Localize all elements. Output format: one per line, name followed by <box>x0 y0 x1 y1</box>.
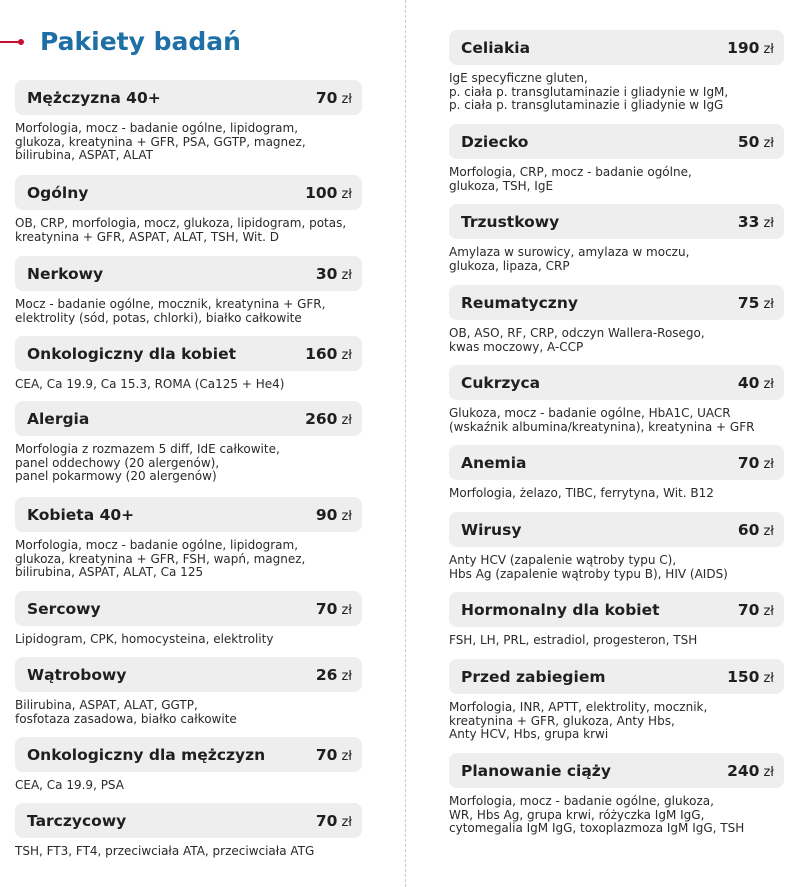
package-price <box>305 183 352 202</box>
package-name: Hormonalny dla kobiet <box>461 600 660 619</box>
price-amount: 33 <box>737 213 760 231</box>
price-currency: zł <box>341 603 352 618</box>
price-amount: 260 <box>305 410 338 428</box>
price-currency: zł <box>341 669 352 684</box>
package-description: CEA, Ca 19.9, Ca 15.3, ROMA (Ca125 + He4) <box>15 377 285 391</box>
price-amount: 30 <box>315 265 338 283</box>
package-header <box>449 204 784 239</box>
package-description: Amylaza w surowicy, amylaza w moczu, glukoza, lipaza, CRP <box>449 245 690 273</box>
price-amount: 70 <box>737 454 760 472</box>
package-name: Tarczycowy <box>27 811 127 830</box>
package-name: Alergia <box>27 409 90 428</box>
package-name: Przed zabiegiem <box>461 667 606 686</box>
price-currency: zł <box>341 413 352 428</box>
package-name: Ogólny <box>27 183 89 202</box>
package-price <box>316 665 352 684</box>
package-header <box>449 512 784 547</box>
package-name: Planowanie ciąży <box>461 761 611 780</box>
package-price <box>738 453 774 472</box>
package-description: OB, ASO, RF, CRP, odczyn Wallera-Rosego, kwas moczowy, A-CCP <box>449 326 705 354</box>
package-description: Morfologia, mocz - badanie ogólne, glukoza, WR, Hbs Ag, grupa krwi, różyczka IgM IgG, cytomegalia IgM IgG, toxoplazmoza IgM IgG, TSH <box>449 794 745 836</box>
package-name: Mężczyzna 40+ <box>27 88 161 107</box>
price-currency: zł <box>341 187 352 202</box>
package-description: Lipidogram, CPK, homocysteina, elektrolity <box>15 632 274 646</box>
package-header <box>15 256 362 291</box>
package-header <box>449 30 784 65</box>
price-currency: zł <box>341 749 352 764</box>
package-header <box>15 591 362 626</box>
package-description: Anty HCV (zapalenie wątroby typu C), Hbs Ag (zapalenie wątroby typu B), HIV (AIDS) <box>449 553 728 581</box>
package-price <box>738 132 774 151</box>
price-amount: 70 <box>315 746 338 764</box>
package-description: Morfologia, żelazo, TIBC, ferrytyna, Wit. B12 <box>449 486 714 500</box>
price-currency: zł <box>763 604 774 619</box>
price-currency: zł <box>763 457 774 472</box>
package-name: Reumatyczny <box>461 293 578 312</box>
package-price <box>305 409 352 428</box>
package-price <box>305 344 352 363</box>
price-amount: 40 <box>737 374 760 392</box>
price-amount: 240 <box>727 762 760 780</box>
package-price <box>738 600 774 619</box>
header-accent-line <box>0 41 20 43</box>
package-description: IgE specyficzne gluten, p. ciała p. transglutaminazie i gliadynie w IgM, p. ciała p. transglutaminazie i gliadynie w IgG <box>449 71 729 113</box>
price-currency: zł <box>763 524 774 539</box>
package-price <box>738 212 774 231</box>
package-header <box>15 401 362 436</box>
package-header <box>449 659 784 694</box>
package-name: Celiakia <box>461 38 531 57</box>
package-name: Nerkowy <box>27 264 104 283</box>
price-amount: 70 <box>315 812 338 830</box>
price-currency: zł <box>763 671 774 686</box>
package-description: Morfologia, mocz - badanie ogólne, lipidogram, glukoza, kreatynina + GFR, FSH, wapń, magnez, bilirubina, ASPAT, ALAT, Ca 125 <box>15 538 306 580</box>
package-name: Cukrzyca <box>461 373 541 392</box>
package-name: Trzustkowy <box>461 212 560 231</box>
page-title: Pakiety badań <box>40 27 241 56</box>
package-price <box>316 505 352 524</box>
package-name: Wirusy <box>461 520 522 539</box>
package-description: Morfologia, INR, APTT, elektrolity, mocznik, kreatynina + GFR, glukoza, Anty Hbs, Anty HCV, Hbs, grupa krwi <box>449 700 708 742</box>
price-currency: zł <box>763 42 774 57</box>
price-currency: zł <box>341 815 352 830</box>
price-amount: 50 <box>737 133 760 151</box>
header-accent-dot <box>18 39 24 45</box>
price-amount: 150 <box>727 668 760 686</box>
price-amount: 70 <box>315 600 338 618</box>
package-name: Sercowy <box>27 599 101 618</box>
package-header <box>15 737 362 772</box>
package-price <box>316 264 352 283</box>
price-amount: 60 <box>737 521 760 539</box>
package-price <box>738 373 774 392</box>
price-currency: zł <box>341 268 352 283</box>
package-header <box>449 365 784 400</box>
package-price <box>316 745 352 764</box>
price-amount: 90 <box>315 506 338 524</box>
price-currency: zł <box>763 297 774 312</box>
package-price <box>727 761 774 780</box>
price-currency: zł <box>763 377 774 392</box>
package-name: Anemia <box>461 453 527 472</box>
package-header <box>15 80 362 115</box>
package-description: OB, CRP, morfologia, mocz, glukoza, lipidogram, potas, kreatynina + GFR, ASPAT, ALAT, TSH, Wit. D <box>15 216 347 244</box>
price-currency: zł <box>763 216 774 231</box>
package-header <box>449 285 784 320</box>
package-name: Dziecko <box>461 132 529 151</box>
package-price <box>727 38 774 57</box>
price-amount: 75 <box>737 294 760 312</box>
price-currency: zł <box>341 348 352 363</box>
package-description: FSH, LH, PRL, estradiol, progesteron, TSH <box>449 633 698 647</box>
price-currency: zł <box>341 92 352 107</box>
package-description: Morfologia z rozmazem 5 diff, IdE całkowite, panel oddechowy (20 alergenów), panel pokarmowy (20 alergenów) <box>15 442 280 484</box>
package-description: Glukoza, mocz - badanie ogólne, HbA1C, UACR (wskaźnik albumina/kreatynina), kreatynina + GFR <box>449 406 755 434</box>
price-currency: zł <box>763 136 774 151</box>
package-price <box>316 811 352 830</box>
package-header <box>449 753 784 788</box>
package-header <box>449 445 784 480</box>
package-description: CEA, Ca 19.9, PSA <box>15 778 124 792</box>
price-amount: 26 <box>315 666 338 684</box>
package-price <box>316 599 352 618</box>
package-price <box>727 667 774 686</box>
package-name: Wątrobowy <box>27 665 127 684</box>
price-amount: 100 <box>305 184 338 202</box>
package-header <box>15 336 362 371</box>
package-header <box>15 803 362 838</box>
price-currency: zł <box>763 765 774 780</box>
package-name: Kobieta 40+ <box>27 505 135 524</box>
package-header <box>15 497 362 532</box>
column-divider <box>405 0 406 887</box>
package-name: Onkologiczny dla mężczyzn <box>27 745 266 764</box>
package-header <box>449 124 784 159</box>
price-amount: 70 <box>315 89 338 107</box>
price-amount: 160 <box>305 345 338 363</box>
package-header <box>449 592 784 627</box>
package-header <box>15 657 362 692</box>
package-price <box>738 520 774 539</box>
package-description: Bilirubina, ASPAT, ALAT, GGTP, fosfotaza zasadowa, białko całkowite <box>15 698 237 726</box>
package-description: Mocz - badanie ogólne, mocznik, kreatynina + GFR, elektrolity (sód, potas, chlorki), białko całkowite <box>15 297 326 325</box>
package-name: Onkologiczny dla kobiet <box>27 344 237 363</box>
package-description: Morfologia, CRP, mocz - badanie ogólne, glukoza, TSH, IgE <box>449 165 692 193</box>
price-amount: 190 <box>727 39 760 57</box>
package-description: TSH, FT3, FT4, przeciwciała ATA, przeciwciała ATG <box>15 844 315 858</box>
package-header <box>15 175 362 210</box>
price-currency: zł <box>341 509 352 524</box>
package-price <box>738 293 774 312</box>
package-description: Morfologia, mocz - badanie ogólne, lipidogram, glukoza, kreatynina + GFR, PSA, GGTP, magnez, bilirubina, ASPAT, ALAT <box>15 121 306 163</box>
price-amount: 70 <box>737 601 760 619</box>
package-price <box>316 88 352 107</box>
